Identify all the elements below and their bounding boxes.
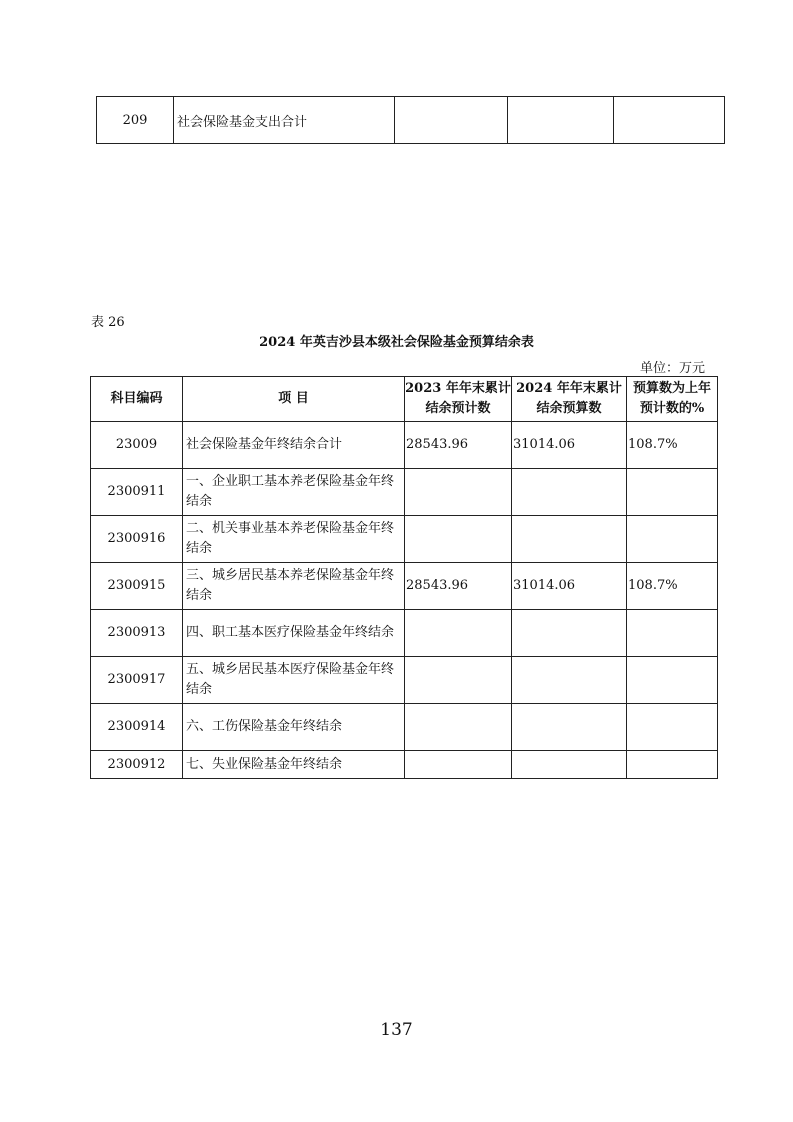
subject-item: 一、企业职工基本养老保险基金年终结余	[183, 469, 405, 516]
budget-balance-table	[90, 376, 718, 779]
subject-item: 五、城乡居民基本医疗保险基金年终结余	[183, 657, 405, 704]
prev-year-value	[405, 657, 512, 704]
percent-value	[627, 610, 718, 657]
budget-value	[512, 657, 627, 704]
prev-year-value: 28543.96	[405, 422, 512, 469]
previous-table-tail	[96, 96, 725, 144]
table-row	[97, 97, 725, 144]
subject-item: 社会保险基金年终结余合计	[183, 422, 405, 469]
table-label: 表 26	[91, 315, 125, 330]
budget-value	[512, 469, 627, 516]
table-row	[91, 751, 718, 779]
table-row	[91, 704, 718, 751]
budget-value: 31014.06	[512, 422, 627, 469]
column-header-percent: 预算数为上年预计数的%	[627, 377, 718, 422]
subject-code: 2300911	[91, 469, 183, 516]
percent-value	[627, 704, 718, 751]
unit-label: 单位：万元	[640, 361, 706, 376]
page-title: 2024 年英吉沙县本级社会保险基金预算结余表	[259, 335, 534, 350]
prev-year-value: 28543.96	[405, 563, 512, 610]
budget-value	[512, 704, 627, 751]
budget-value	[512, 610, 627, 657]
subject-item: 四、职工基本医疗保险基金年终结余	[183, 610, 405, 657]
prev-year-value	[405, 610, 512, 657]
budget-value	[512, 516, 627, 563]
prev-year-value	[405, 704, 512, 751]
percent-value: 108.7%	[627, 422, 718, 469]
subject-item: 七、失业保险基金年终结余	[183, 751, 405, 779]
subject-code: 2300913	[91, 610, 183, 657]
value-cell	[395, 97, 508, 144]
budget-value: 31014.06	[512, 563, 627, 610]
subject-item: 三、城乡居民基本养老保险基金年终结余	[183, 563, 405, 610]
subject-name: 社会保险基金支出合计	[174, 97, 395, 144]
table-row	[91, 516, 718, 563]
header-row	[91, 377, 718, 422]
subject-code: 2300914	[91, 704, 183, 751]
table-row	[91, 657, 718, 704]
subject-code: 2300917	[91, 657, 183, 704]
percent-value	[627, 657, 718, 704]
percent-value	[627, 469, 718, 516]
subject-code: 209	[97, 97, 174, 144]
table-row	[91, 469, 718, 516]
percent-value	[627, 516, 718, 563]
value-cell	[614, 97, 725, 144]
column-header-budget: 2024 年年末累计结余预算数	[512, 377, 627, 422]
percent-value: 108.7%	[627, 563, 718, 610]
table-row	[91, 563, 718, 610]
column-header-code: 科目编码	[91, 377, 183, 422]
subject-code: 2300912	[91, 751, 183, 779]
subject-code: 23009	[91, 422, 183, 469]
column-header-prev-year: 2023 年年末累计结余预计数	[405, 377, 512, 422]
table-row	[91, 422, 718, 469]
prev-year-value	[405, 469, 512, 516]
prev-year-value	[405, 516, 512, 563]
column-header-item: 项 目	[183, 377, 405, 422]
value-cell	[508, 97, 614, 144]
page-number: 137	[380, 1020, 413, 1040]
subject-item: 二、机关事业基本养老保险基金年终结余	[183, 516, 405, 563]
subject-code: 2300915	[91, 563, 183, 610]
table-row	[91, 610, 718, 657]
percent-value	[627, 751, 718, 779]
subject-code: 2300916	[91, 516, 183, 563]
subject-item: 六、工伤保险基金年终结余	[183, 704, 405, 751]
budget-value	[512, 751, 627, 779]
prev-year-value	[405, 751, 512, 779]
